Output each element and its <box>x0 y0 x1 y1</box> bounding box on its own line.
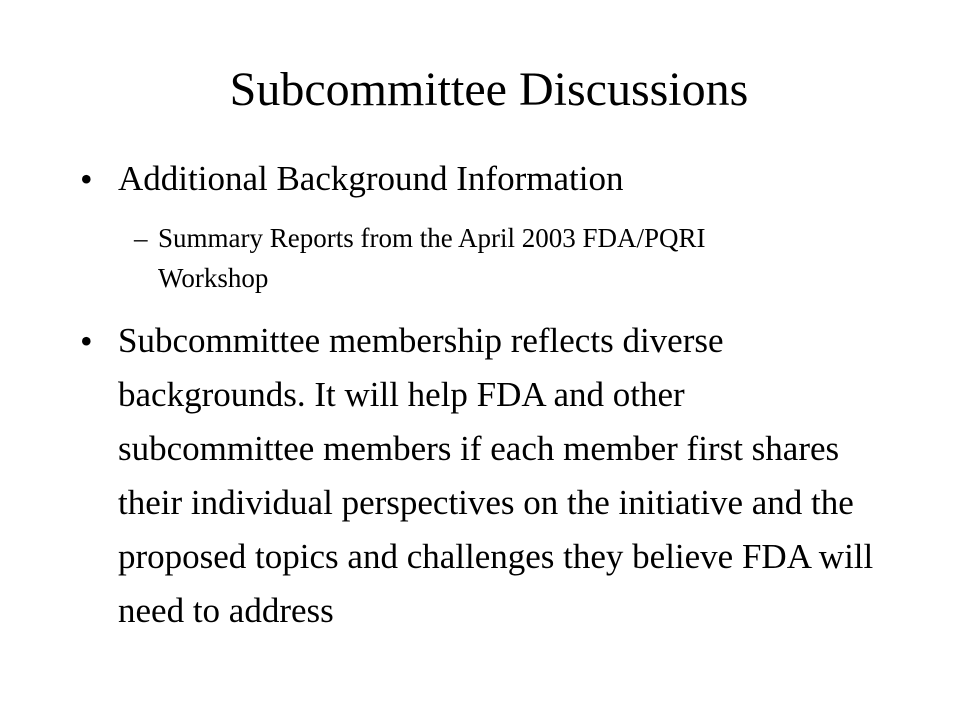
slide-title: Subcommittee Discussions <box>229 63 749 116</box>
bullet-item <box>80 314 880 674</box>
bullet-marker: • <box>80 159 93 199</box>
bullet-text: Additional Background Information <box>118 159 624 198</box>
sub-bullet-marker: – <box>134 223 148 253</box>
bullet-item <box>80 152 880 212</box>
bullet-marker: • <box>80 321 93 361</box>
sub-bullet-text: Summary Reports from the April 2003 FDA/PQRI Workshop <box>158 223 706 293</box>
bullet-text: Subcommittee membership reflects diverse backgrounds. It will help FDA and other subcommittee members if each member first shares their individual perspectives on the initiative and the proposed topics and challenges they believe FDA will need to address <box>118 321 874 630</box>
